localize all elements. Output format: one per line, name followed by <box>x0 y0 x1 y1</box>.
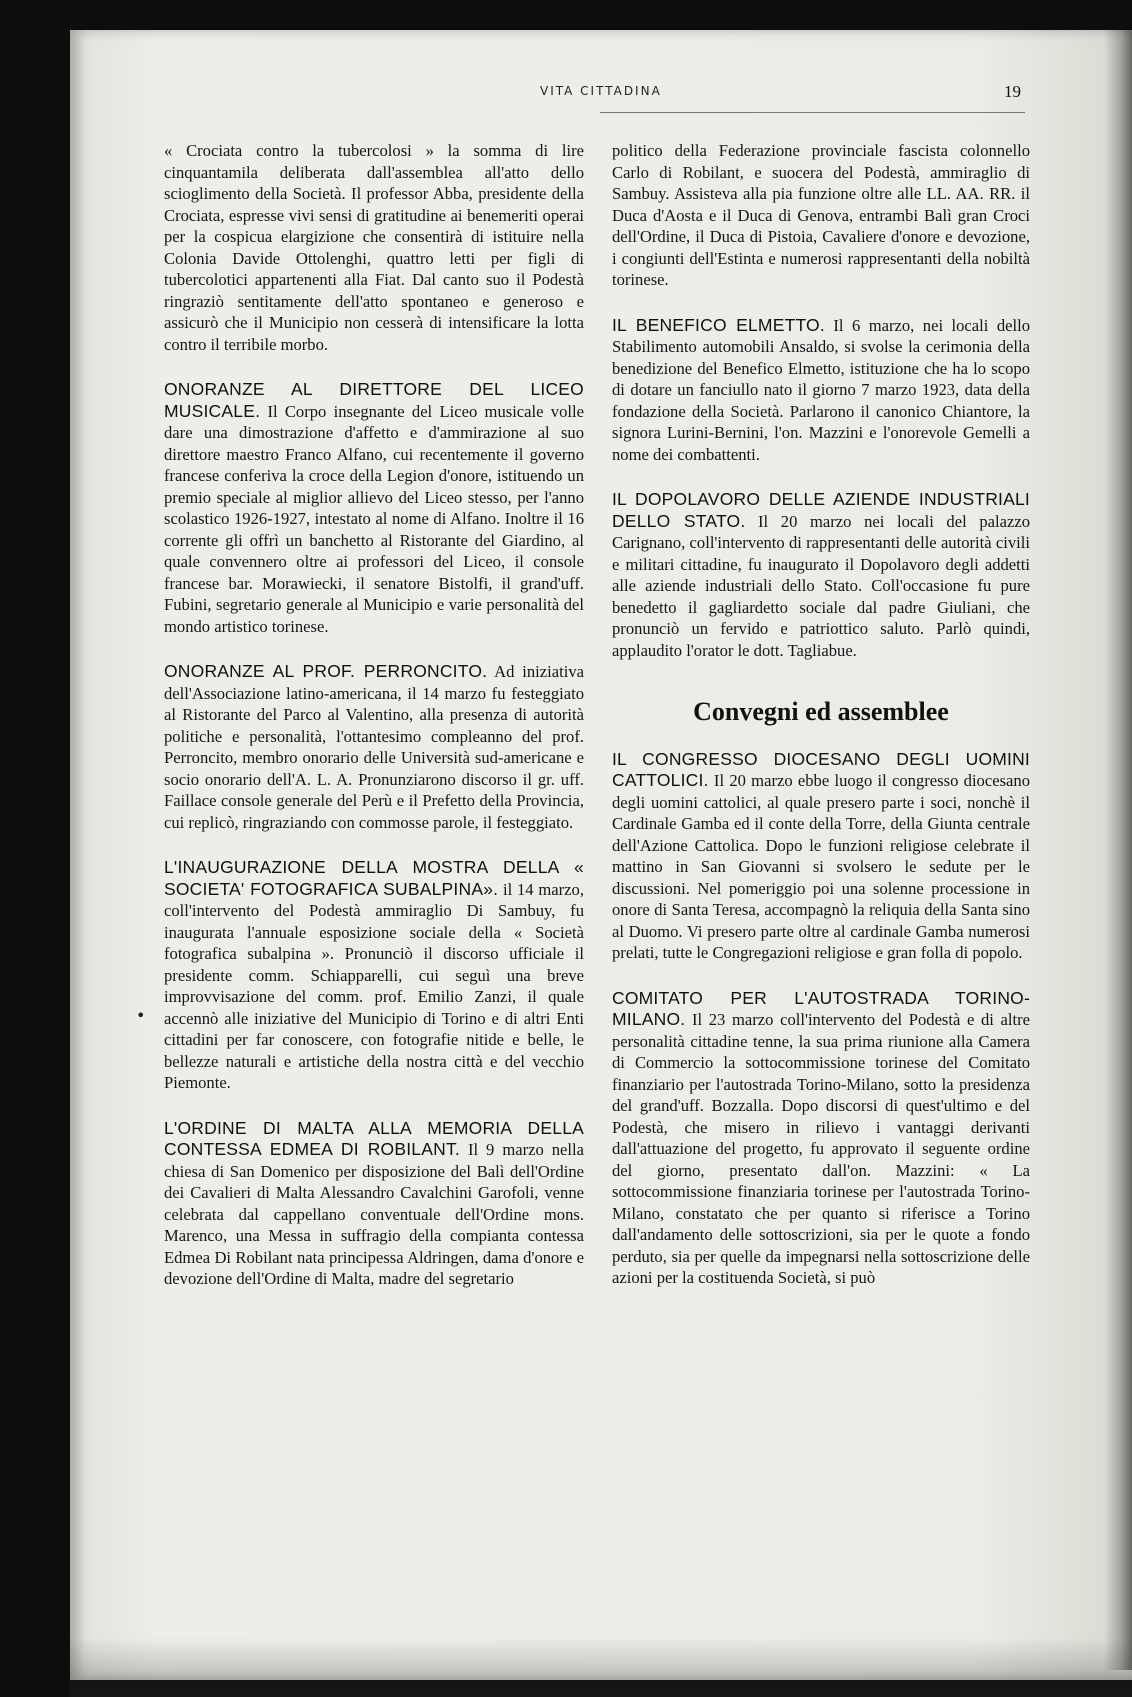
article <box>612 489 1030 661</box>
article <box>612 140 1030 291</box>
article <box>612 749 1030 964</box>
article <box>164 857 584 1094</box>
article-body: IL CONGRESSO DIOCESANO DEGLI UOMINI CATTOLICI. Il 20 marzo ebbe luogo il congresso diocesano degli uomini cattolici, al quale presero parte i soci, nonchè il Cardinale Gamba ed il conte della Torre, della Giunta centrale dell'Azione Cattolica. Dopo le funzioni religiose celebrate il mattino in San Giovanni si svolsero le sedute per le discussioni. Nel pomeriggio poi una solenne processione in onore di Santa Teresa, accompagnò la reliquia della Santa sino al Duomo. Vi presero parte oltre al cardinale Gamba numerosi prelati, tutte le Congregazioni religiose e gran folla di popolo. <box>612 748 1030 962</box>
article <box>612 988 1030 1289</box>
article <box>164 1118 584 1290</box>
article <box>164 140 584 355</box>
article-body: L'ORDINE DI MALTA ALLA MEMORIA DELLA CONTESSA EDMEA DI ROBILANT. Il 9 marzo nella chiesa di San Domenico per disposizione del Balì dell'Ordine dei Cavalieri di Malta Alessandro Cavalchini Garofoli, venne celebrata dal cappellano conventuale dell'Ordine mons. Marenco, una Messa in suffragio della compianta contessa Edmea Di Robilant nata principessa Aldringen, dama d'onore e devozione dell'Ordine di Malta, madre del segretario <box>164 1117 585 1288</box>
article-heading: ONORANZE AL PROF. PERRONCITO. <box>164 661 488 681</box>
article-body: IL BENEFICO ELMETTO. Il 6 marzo, nei locali dello Stabilimento automobili Ansaldo, si svolse la cerimonia della benedizione del Benefico Elmetto, istituzione che ha lo scopo di dotare un fanciullo nato il giorno 7 marzo 1923, data della fondazione della Società. Parlarono il canonico Chiantore, la signora Lurini-Bernini, l'on. Mazzini e l'onorevole Gemelli a nome dei combattenti. <box>612 314 1030 464</box>
page-edge-shadow <box>1104 30 1132 1670</box>
page-bottom-shadow <box>70 1637 1132 1697</box>
section-title: Convegni ed assemblee <box>693 697 949 726</box>
article-body: IL DOPOLAVORO DELLE AZIENDE INDUSTRIALI DELLO STATO. Il 20 marzo nei locali del palazzo Carignano, coll'intervento di rappresentanti delle autorità civili e militari cittadine, fu inaugurato il Dopolavoro degli addetti alle aziende industriali dello Stato. Coll'occasione fu pure benedetto il gagliardetto sociale dal padre Giuliani, che pronunciò un fervido e patriottico saluto. Parlò quindi, applaudito l'orator le dott. Tagliabue. <box>612 489 1030 660</box>
margin-bullet-mark: • <box>136 1006 146 1025</box>
header-rule <box>600 112 1025 113</box>
article-heading: L'INAUGURAZIONE DELLA MOSTRA DELLA « SOCIETA' FOTOGRAFICA SUBALPINA». <box>164 857 584 899</box>
article-body: politico della Federazione provinciale fascista colonnello Carlo di Robilant, e suocera del Podestà, ammiraglio di Sambuy. Assisteva alla pia funzione oltre alle LL. AA. RR. il Duca d'Aosta e il Duca di Genova, entrambi Balì gran Croci dell'Ordine, il Duca di Pistoia, Cavaliere d'onore e devozione, i congiunti dell'Estinta e numerosi rappresentanti della nobiltà torinese. <box>612 141 1030 289</box>
article-body: ONORANZE AL DIRETTORE DEL LICEO MUSICALE. Il Corpo insegnante del Liceo musicale volle dare una dimostrazione d'affetto e d'ammirazione al suo direttore maestro Franco Alfano, cui recentemente il governo francese conferiva la croce della Legion d'onore, istituendo un premio speciale al miglior allievo del Liceo stesso, per l'anno scolastico 1926-1927, intestato al nome di Alfano. Inoltre il 16 corrente gli offrì un banchetto al Ristorante del Giardino, al quale convennero oltre ai professori del Liceo, il console francese bar. Morawiecki, il senatore Bistolfi, il grand'uff. Fubini, segretario generale al Municipio e varie personalità del mondo artistico torinese. <box>164 379 584 636</box>
article-heading: IL DOPOLAVORO DELLE AZIENDE INDUSTRIALI DELLO STATO. <box>612 489 1030 531</box>
article-body: ONORANZE AL PROF. PERRONCITO. Ad iniziativa dell'Associazione latino-americana, il 14 marzo fu festeggiato al Ristorante del Parco al Valentino, alla presenza di autorità politiche e personalità, l'ottantesimo compleanno del prof. Perroncito, membro onorario delle Università sud-americane e socio onorario dell'A. L. A. Pronunziarono discorso il gr. uff. Faillace console generale del Perù e il Prefetto della Provincia, cui replicò, ringraziando con commosse parole, il festeggiato. <box>164 661 585 832</box>
article-body: L'INAUGURAZIONE DELLA MOSTRA DELLA « SOCIETA' FOTOGRAFICA SUBALPINA». il 14 marzo, coll'intervento del Podestà ammiraglio Di Sambuy, fu inaugurata l'annuale esposizione sociale della « Società fotografica subalpina ». Pronunciò il discorso ufficiale il presidente comm. Schiapparelli, cui seguì una breve improvvisazione del comm. prof. Emilio Zanzi, il quale accennò alle iniziative del Municipio di Torino e di altri Enti cittadini per far conoscere, con fotografie nitide e belle, le bellezze naturali e artistiche della nostra città e del vecchio Piemonte. <box>164 857 584 1092</box>
article-heading: COMITATO PER L'AUTOSTRADA TORINO-MILANO. <box>612 987 1030 1029</box>
article <box>612 315 1030 466</box>
left-column <box>164 140 584 1290</box>
article-body: « Crociata contro la tubercolosi » la somma di lire cinquantamila deliberata dall'assemblea all'atto dello scioglimento della Società. Il professor Abba, presidente della Crociata, espresse vivi sensi di gratitudine ai benemeriti operai per la cospicua elargizione che consentirà di istituire nella Colonia Davide Ottolenghi, quattro letti per figli di tubercolotici appartenenti alla Fiat. Dal canto suo il Podestà ringraziò sentitamente dell'atto spontaneo e generoso e assicurò che il Municipio non cesserà di intensificare la lotta contro il terribile morbo. <box>164 141 584 354</box>
article-body: COMITATO PER L'AUTOSTRADA TORINO-MILANO. Il 23 marzo coll'intervento del Podestà e di altre personalità cittadine tenne, la sua prima riunione alla Camera di Commercio la sottocommissione torinese del Comitato finanziario per l'autostrada Torino-Milano, sotto la presidenza del grand'uff. Bozzalla. Dopo discorsi di quest'ultimo e del Podestà, che misero in rilievo i vantaggi derivanti dall'attuazione del progetto, fu approvato il seguente ordine del giorno, presentato dall'on. Mazzini: « La sottocommissione finanziaria torinese per l'autostrada Torino-Milano, constatato che per quanto si riferisce a Torino dall'andamento delle sottoscrizioni, sia per le quote a fondo perduto, sia per quelle da impegnarsi nella sottoscrizione delle azioni per la costituenda Società, si può <box>612 987 1030 1287</box>
article-heading: IL CONGRESSO DIOCESANO DEGLI UOMINI CATTOLICI. <box>612 748 1030 790</box>
article-heading: ONORANZE AL DIRETTORE DEL LICEO MUSICALE. <box>164 379 584 421</box>
article <box>164 661 584 833</box>
running-head: VITA CITTADINA <box>540 84 662 98</box>
page-number: 19 <box>1004 82 1021 101</box>
article-heading: IL BENEFICO ELMETTO. <box>612 314 825 335</box>
right-column <box>612 140 1030 1289</box>
article-heading: L'ORDINE DI MALTA ALLA MEMORIA DELLA CONTESSA EDMEA DI ROBILANT. <box>164 1117 584 1159</box>
article <box>164 379 584 637</box>
